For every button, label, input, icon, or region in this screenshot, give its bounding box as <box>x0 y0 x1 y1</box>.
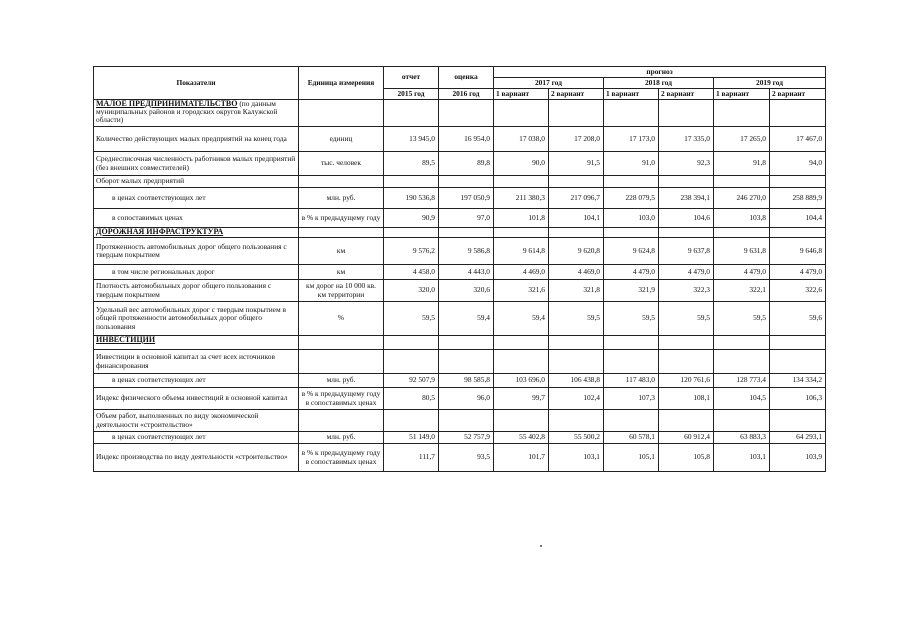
value-cell: 13 945,0 <box>384 127 439 152</box>
value-cell: 103 696,0 <box>494 374 549 388</box>
value-cell <box>604 410 659 432</box>
value-cell: 120 761,6 <box>659 374 714 388</box>
value-cell: 64 293,1 <box>770 432 826 444</box>
value-cell: 9 637,8 <box>659 238 714 265</box>
value-cell <box>384 100 439 127</box>
value-cell: 99,7 <box>494 388 549 410</box>
header-year-2019: 2019 год <box>714 78 826 89</box>
value-cell: 228 079,5 <box>604 188 659 209</box>
row-label: в ценах соответствующих лет <box>94 374 299 388</box>
row-unit: км <box>299 265 384 280</box>
value-cell <box>659 176 714 188</box>
row-label: Среднесписочная численность работников малых предприятий (без внешних совместителей) <box>94 152 299 176</box>
value-cell <box>549 100 604 127</box>
value-cell: 91,8 <box>714 152 770 176</box>
value-cell: 59,5 <box>384 302 439 336</box>
value-cell <box>549 176 604 188</box>
table-row <box>94 238 826 265</box>
value-cell: 321,8 <box>549 280 604 302</box>
row-label: Индекс физического объема инвестиций в основной капитал <box>94 388 299 410</box>
value-cell: 59,4 <box>439 302 494 336</box>
value-cell: 101,8 <box>494 209 549 228</box>
value-cell: 55 402,8 <box>494 432 549 444</box>
section-title: ИНВЕСТИЦИИ <box>96 335 156 344</box>
row-unit: тыс. человек <box>299 152 384 176</box>
value-cell <box>714 100 770 127</box>
row-label: в ценах соответствующих лет <box>94 432 299 444</box>
row-label: Удельный вес автомобильных дорог с твердым покрытием в общей протяженности автомобильных дорог общего пользования <box>94 302 299 336</box>
table-row <box>94 432 826 444</box>
value-cell: 80,5 <box>384 388 439 410</box>
header-variant-1: 1 вариант <box>604 89 659 100</box>
value-cell <box>659 100 714 127</box>
value-cell: 9 624,8 <box>604 238 659 265</box>
value-cell: 105,8 <box>659 444 714 472</box>
value-cell: 211 380,3 <box>494 188 549 209</box>
value-cell: 17 467,0 <box>770 127 826 152</box>
value-cell <box>494 228 549 238</box>
header-forecast: прогноз <box>494 67 826 78</box>
value-cell: 322,1 <box>714 280 770 302</box>
value-cell: 117 483,0 <box>604 374 659 388</box>
value-cell <box>770 410 826 432</box>
value-cell <box>770 228 826 238</box>
value-cell: 104,4 <box>770 209 826 228</box>
row-unit: в % к предыдущему году <box>299 209 384 228</box>
value-cell <box>384 410 439 432</box>
value-cell: 59,5 <box>604 302 659 336</box>
row-unit: единиц <box>299 127 384 152</box>
row-label: в сопоставимых ценах <box>94 209 299 228</box>
value-cell: 9 586,8 <box>439 238 494 265</box>
value-cell: 4 479,0 <box>659 265 714 280</box>
table-row <box>94 374 826 388</box>
table-row <box>94 280 826 302</box>
row-label: Оборот малых предприятий <box>94 176 299 188</box>
forecast-table-sheet <box>93 66 825 472</box>
row-unit <box>299 228 384 238</box>
value-cell: 59,5 <box>714 302 770 336</box>
value-cell: 59,5 <box>659 302 714 336</box>
value-cell: 17 335,0 <box>659 127 714 152</box>
table-row <box>94 410 826 432</box>
table-row <box>94 188 826 209</box>
value-cell: 217 096,7 <box>549 188 604 209</box>
value-cell: 103,1 <box>549 444 604 472</box>
value-cell <box>384 228 439 238</box>
value-cell: 17 173,0 <box>604 127 659 152</box>
header-year-2018: 2018 год <box>604 78 714 89</box>
row-label: в ценах соответствующих лет <box>94 188 299 209</box>
value-cell: 246 270,0 <box>714 188 770 209</box>
value-cell: 51 149,0 <box>384 432 439 444</box>
table-row <box>94 350 826 374</box>
row-label: Плотность автомобильных дорог общего пользования с твердым покрытием <box>94 280 299 302</box>
value-cell <box>494 350 549 374</box>
header-year-2016: 2016 год <box>439 89 494 100</box>
value-cell: 322,6 <box>770 280 826 302</box>
value-cell: 238 394,1 <box>659 188 714 209</box>
table-row <box>94 388 826 410</box>
value-cell: 93,5 <box>439 444 494 472</box>
value-cell: 4 458,0 <box>384 265 439 280</box>
value-cell <box>494 410 549 432</box>
value-cell: 104,1 <box>549 209 604 228</box>
scan-speck <box>540 545 542 547</box>
value-cell: 4 479,0 <box>604 265 659 280</box>
value-cell <box>439 410 494 432</box>
value-cell: 9 614,8 <box>494 238 549 265</box>
value-cell <box>439 100 494 127</box>
header-variant-1: 1 вариант <box>714 89 770 100</box>
value-cell <box>714 176 770 188</box>
value-cell <box>439 176 494 188</box>
value-cell: 60 578,1 <box>604 432 659 444</box>
header-year-2015: 2015 год <box>384 89 439 100</box>
row-unit: млн. руб. <box>299 188 384 209</box>
value-cell: 17 265,0 <box>714 127 770 152</box>
value-cell: 104,5 <box>714 388 770 410</box>
value-cell: 4 479,0 <box>714 265 770 280</box>
value-cell: 108,1 <box>659 388 714 410</box>
value-cell <box>549 336 604 350</box>
value-cell: 16 954,0 <box>439 127 494 152</box>
value-cell: 103,9 <box>770 444 826 472</box>
value-cell <box>604 176 659 188</box>
section-row <box>94 100 826 127</box>
value-cell <box>494 336 549 350</box>
value-cell <box>714 410 770 432</box>
value-cell <box>659 350 714 374</box>
row-label <box>94 228 299 238</box>
table-row <box>94 127 826 152</box>
value-cell: 59,5 <box>549 302 604 336</box>
section-note: (по данным муниципальных районов и городских округов Калужской области) <box>96 99 278 125</box>
row-label <box>94 100 299 127</box>
value-cell <box>604 350 659 374</box>
value-cell: 106,3 <box>770 388 826 410</box>
value-cell: 90,0 <box>494 152 549 176</box>
value-cell: 111,7 <box>384 444 439 472</box>
value-cell: 321,9 <box>604 280 659 302</box>
value-cell <box>604 100 659 127</box>
header-unit: Единица измерения <box>299 67 384 100</box>
row-unit: в % к предыдущему году в сопоставимых ценах <box>299 444 384 472</box>
value-cell <box>770 336 826 350</box>
value-cell <box>714 336 770 350</box>
value-cell: 60 912,4 <box>659 432 714 444</box>
header-variant-2: 2 вариант <box>770 89 826 100</box>
row-label: в том числе региональных дорог <box>94 265 299 280</box>
value-cell <box>604 228 659 238</box>
value-cell: 103,1 <box>714 444 770 472</box>
value-cell: 91,0 <box>604 152 659 176</box>
value-cell <box>659 336 714 350</box>
value-cell: 97,0 <box>439 209 494 228</box>
row-label: Индекс производства по виду деятельности «строительство» <box>94 444 299 472</box>
value-cell <box>384 350 439 374</box>
value-cell <box>494 100 549 127</box>
value-cell <box>659 228 714 238</box>
row-unit: км дорог на 10 000 кв. км территории <box>299 280 384 302</box>
value-cell <box>770 100 826 127</box>
value-cell: 105,1 <box>604 444 659 472</box>
value-cell <box>604 336 659 350</box>
row-label: Количество действующих малых предприятий на конец года <box>94 127 299 152</box>
value-cell: 320,6 <box>439 280 494 302</box>
value-cell <box>494 176 549 188</box>
value-cell <box>659 410 714 432</box>
value-cell: 320,0 <box>384 280 439 302</box>
value-cell: 9 620,8 <box>549 238 604 265</box>
value-cell: 9 576,2 <box>384 238 439 265</box>
value-cell: 91,5 <box>549 152 604 176</box>
row-unit: млн. руб. <box>299 432 384 444</box>
value-cell: 106 438,8 <box>549 374 604 388</box>
row-unit <box>299 350 384 374</box>
table-row <box>94 302 826 336</box>
value-cell: 4 479,0 <box>770 265 826 280</box>
value-cell: 52 757,9 <box>439 432 494 444</box>
value-cell <box>384 176 439 188</box>
table-body <box>94 100 826 472</box>
value-cell: 59,4 <box>494 302 549 336</box>
value-cell: 4 469,0 <box>494 265 549 280</box>
value-cell: 63 883,3 <box>714 432 770 444</box>
row-unit <box>299 176 384 188</box>
value-cell: 134 334,2 <box>770 374 826 388</box>
row-unit: в % к предыдущему году в сопоставимых ценах <box>299 388 384 410</box>
value-cell <box>549 228 604 238</box>
value-cell: 90,9 <box>384 209 439 228</box>
value-cell: 4 443,0 <box>439 265 494 280</box>
value-cell <box>439 336 494 350</box>
value-cell: 190 536,8 <box>384 188 439 209</box>
table-row <box>94 152 826 176</box>
row-unit: км <box>299 238 384 265</box>
value-cell: 89,5 <box>384 152 439 176</box>
value-cell: 197 050,9 <box>439 188 494 209</box>
header-estimate: оценка <box>439 67 494 89</box>
row-unit <box>299 336 384 350</box>
value-cell: 96,0 <box>439 388 494 410</box>
header-variant-2: 2 вариант <box>549 89 604 100</box>
value-cell: 9 646,8 <box>770 238 826 265</box>
value-cell <box>549 350 604 374</box>
table-row <box>94 444 826 472</box>
row-label: Инвестиции в основной капитал за счет всех источников финансирования <box>94 350 299 374</box>
table-row <box>94 265 826 280</box>
value-cell: 258 889,9 <box>770 188 826 209</box>
value-cell <box>439 228 494 238</box>
value-cell: 55 500,2 <box>549 432 604 444</box>
value-cell: 92 507,9 <box>384 374 439 388</box>
value-cell: 92,3 <box>659 152 714 176</box>
value-cell: 102,4 <box>549 388 604 410</box>
row-label: Объем работ, выполненных по виду экономической деятельности «строительство» <box>94 410 299 432</box>
value-cell: 9 631,8 <box>714 238 770 265</box>
value-cell <box>549 410 604 432</box>
value-cell <box>770 176 826 188</box>
value-cell: 98 585,8 <box>439 374 494 388</box>
value-cell: 101,7 <box>494 444 549 472</box>
value-cell <box>714 228 770 238</box>
header-variant-1: 1 вариант <box>494 89 549 100</box>
value-cell: 17 038,0 <box>494 127 549 152</box>
value-cell: 128 773,4 <box>714 374 770 388</box>
value-cell <box>439 350 494 374</box>
row-label: Протяженность автомобильных дорог общего пользования с твердым покрытием <box>94 238 299 265</box>
header-report: отчет <box>384 67 439 89</box>
table-row <box>94 176 826 188</box>
value-cell <box>714 350 770 374</box>
value-cell <box>770 350 826 374</box>
row-unit <box>299 100 384 127</box>
forecast-table <box>93 66 826 472</box>
value-cell: 322,3 <box>659 280 714 302</box>
header-variant-2: 2 вариант <box>659 89 714 100</box>
row-label <box>94 336 299 350</box>
row-unit <box>299 410 384 432</box>
value-cell: 4 469,0 <box>549 265 604 280</box>
value-cell: 59,6 <box>770 302 826 336</box>
header-year-2017: 2017 год <box>494 78 604 89</box>
value-cell: 104,6 <box>659 209 714 228</box>
value-cell: 107,3 <box>604 388 659 410</box>
value-cell: 321,6 <box>494 280 549 302</box>
section-title: МАЛОЕ ПРЕДПРИНИМАТЕЛЬСТВО <box>96 99 238 108</box>
value-cell: 103,8 <box>714 209 770 228</box>
row-unit: % <box>299 302 384 336</box>
value-cell: 103,0 <box>604 209 659 228</box>
value-cell: 89,8 <box>439 152 494 176</box>
table-row <box>94 209 826 228</box>
section-row <box>94 336 826 350</box>
section-row <box>94 228 826 238</box>
header-indicators: Показатели <box>94 67 299 100</box>
row-unit: млн. руб. <box>299 374 384 388</box>
value-cell: 17 208,0 <box>549 127 604 152</box>
value-cell <box>384 336 439 350</box>
value-cell: 94,0 <box>770 152 826 176</box>
section-title: ДОРОЖНАЯ ИНФРАСТРУКТУРА <box>96 227 224 236</box>
